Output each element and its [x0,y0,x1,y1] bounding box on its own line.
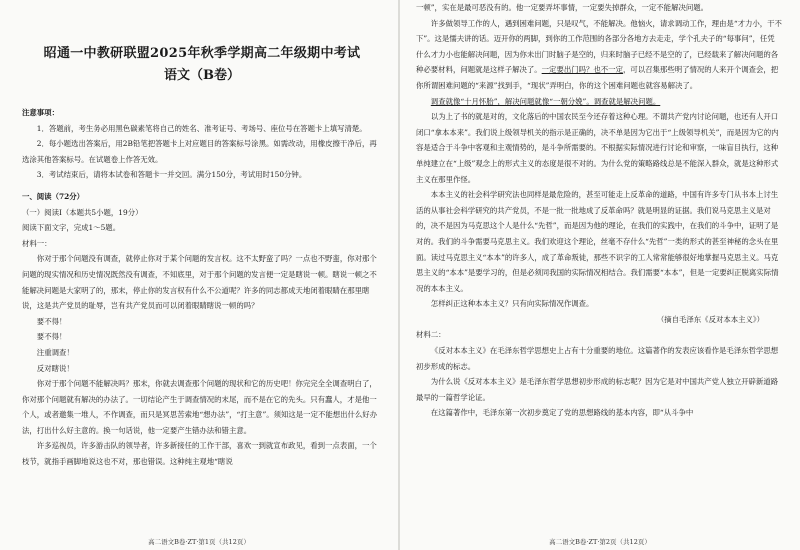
notice-heading: 注意事项： [22,108,59,117]
subsection-heading: （一）阅读Ⅰ（本题共5小题，19分） [22,207,143,217]
paragraph-text: 许多做领导工作的人，遇到困难问题，只是叹气，不能解决。他恼火，请求调动工作，理由是“才力小，干不下”。这是懦夫讲的话。迈开你的两脚，到你的工作范围的各部分各地方去走走，学个孔夫子的“每事问”，任凭什么才力小也能解决问题，因为你未出门时脑子是空的，归来时脑子已经不是空的了，已经载来了解决问题的各种必要材料，问题就是这样子解决了。 [416,18,782,75]
verse-line: 注重调查！ [36,347,74,357]
page-footer: 高二语文B卷·ZT·第2页（共12页） [549,538,651,546]
paragraph: 你对于那个问题不能解决吗？那末，你就去调查那个问题的现状和它的历史吧！你完完全全调查明白了，你对那个问题就有解决的办法了。一切结论产生于调查情况的末尾，而不是在它的先头。只有蠢人，才是他一个人，或者邀集一堆人，不作调查，而只是冥思苦索地“想办法”，“打主意”。须知这是一定不能想出什么好办法，打出什么好主意的。换一句话说，他一定要产生错办法和错主意。 [22,379,378,435]
verse-line: 要不得！ [36,332,67,342]
exam-title: 昭通一中教研联盟2025年秋季学期高二年级期中考试 [43,46,361,61]
paragraph: 本本主义的社会科学研究法也同样是最危险的，甚至可能走上反革命的道路，中国有许多专门从书本上讨生活的从事社会科学研究的共产党员，不是一批一批地成了反革命吗？就是明显的证据。我们说马克思主义是对的，决不是因为马克思这个人是什么“先哲”，而是因为他的理论，在我们的实践中，在我们的斗争中，证明了是对的。我们的斗争需要马克思主义。我们欢迎这个理论，丝毫不存什么“先哲”一类的形式的甚至神秘的念头在里面。读过马克思主义“本本”的许多人，成了革命叛徒，那些不识字的工人常常能够很好地掌握马克思主义。马克思主义的“本本”是要学习的，但是必须同我国的实际情况相结合。我们需要“本本”，但是一定要纠正脱离实际情况的本本主义。 [416,190,779,293]
paragraph [416,16,782,94]
paragraph: 在这篇著作中，毛泽东第一次初步奠定了党的思想路线的基本内容，即“从斗争中 [430,408,694,418]
page-footer: 高二语文B卷·ZT·第1页（共12页） [148,538,250,546]
page-right [400,0,800,550]
source-citation: （摘自毛泽东《反对本本主义》） [656,314,764,324]
paragraph: 以为上了书的就是对的，文化落后的中国农民至今还存着这种心理。不谓共产党内讨论问题，也还有人开口闭口“拿本本来”。我们说上级领导机关的指示是正确的，决不单是因为它出于“上级领导机关”，而是因为它的内容是适合于斗争中客观和主观情势的，是斗争所需要的。不根据实际情况进行讨论和审察，一味盲目执行，这种单纯建立在“上级”观念上的形式主义的态度是很不对的。为什么党的策略路线总是不能深入群众，就是这种形式主义在那里作怪。 [416,112,779,184]
notice-item: 2．每小题选出答案后，用2B铅笔把答题卡上对应题目的答案标号涂黑。如需改动，用橡皮擦干净后，再选涂其他答案标号。在试题卷上作答无效。 [22,139,377,164]
notice-item: 1．答题前，考生务必用黑色碳素笔将自己的姓名、准考证号、考场号、座位号在答题卡上填写清楚。 [36,123,367,133]
material-label: 材料一： [22,238,52,248]
paragraph-text: ，可以召集那些明了情况的人来开个调查会，把你所谓困难问题的“来源”找到手，“现状”弄明白，你的这个困难问题也就容易解决了。 [416,65,779,90]
paragraph: 你对于那个问题没有调查，就停止你对于某个问题的发言权。这不太野蛮了吗？一点也不野蛮，你对那个问题的现实情况和历史情况既然没有调查，不知底里，对于那个问题的发言便一定是瞎说一顿。瞎说一顿之不能解决问题是大家明了的，那末，停止你的发言权有什么不公道呢？许多的同志都成天地闭着眼睛在那里瞎说，这是共产党员的耻辱，岂有共产党员而可以闭着眼睛瞎说一顿的吗？ [22,254,377,311]
underlined-heading: 调查就像“十月怀胎”，解决问题就像“一朝分娩”。调查就是解决问题。 [430,96,661,106]
paragraph: 一顿”，实在是最可恶没有的。他一定要弄坏事情，一定要失掉群众，一定不能解决问题。 [416,3,709,12]
notice-item: 3．考试结束后，请将本试卷和答题卡一并交回。满分150分，考试用时150分钟。 [36,170,307,180]
underlined-text: 一定要出门吗？也不一定 [541,65,623,75]
section-heading: 一、阅读（72分） [22,191,85,201]
verse-line: 要不得！ [36,316,67,326]
exam-subtitle: 语文（B卷） [164,68,240,83]
page-left [0,0,398,550]
material-label: 材料二： [416,330,446,340]
paragraph: 为什么说《反对本本主义》是毛泽东哲学思想初步形成的标志呢？因为它是对中国共产党人独立开辟新道路最早的一篇哲学论证。 [416,377,779,402]
paragraph: 怎样纠正这种本本主义？只有向实际情况作调查。 [430,299,594,309]
paragraph: 《反对本本主义》在毛泽东哲学思想史上占有十分重要的地位。这篇著作的发表应该看作是毛泽东哲学思想初步形成的标志。 [416,346,779,371]
paragraph: 许多巡视员，许多游击队的领导者，许多新接任的工作干部，喜欢一到就宣布政见，看到一点表面，一个枝节，就指手画脚地说这也不对，那也错误。这种纯主观地“瞎说 [22,441,377,467]
instruction: 阅读下面文字，完成1～5题。 [22,223,121,233]
verse-line: 反对瞎说！ [36,363,74,373]
